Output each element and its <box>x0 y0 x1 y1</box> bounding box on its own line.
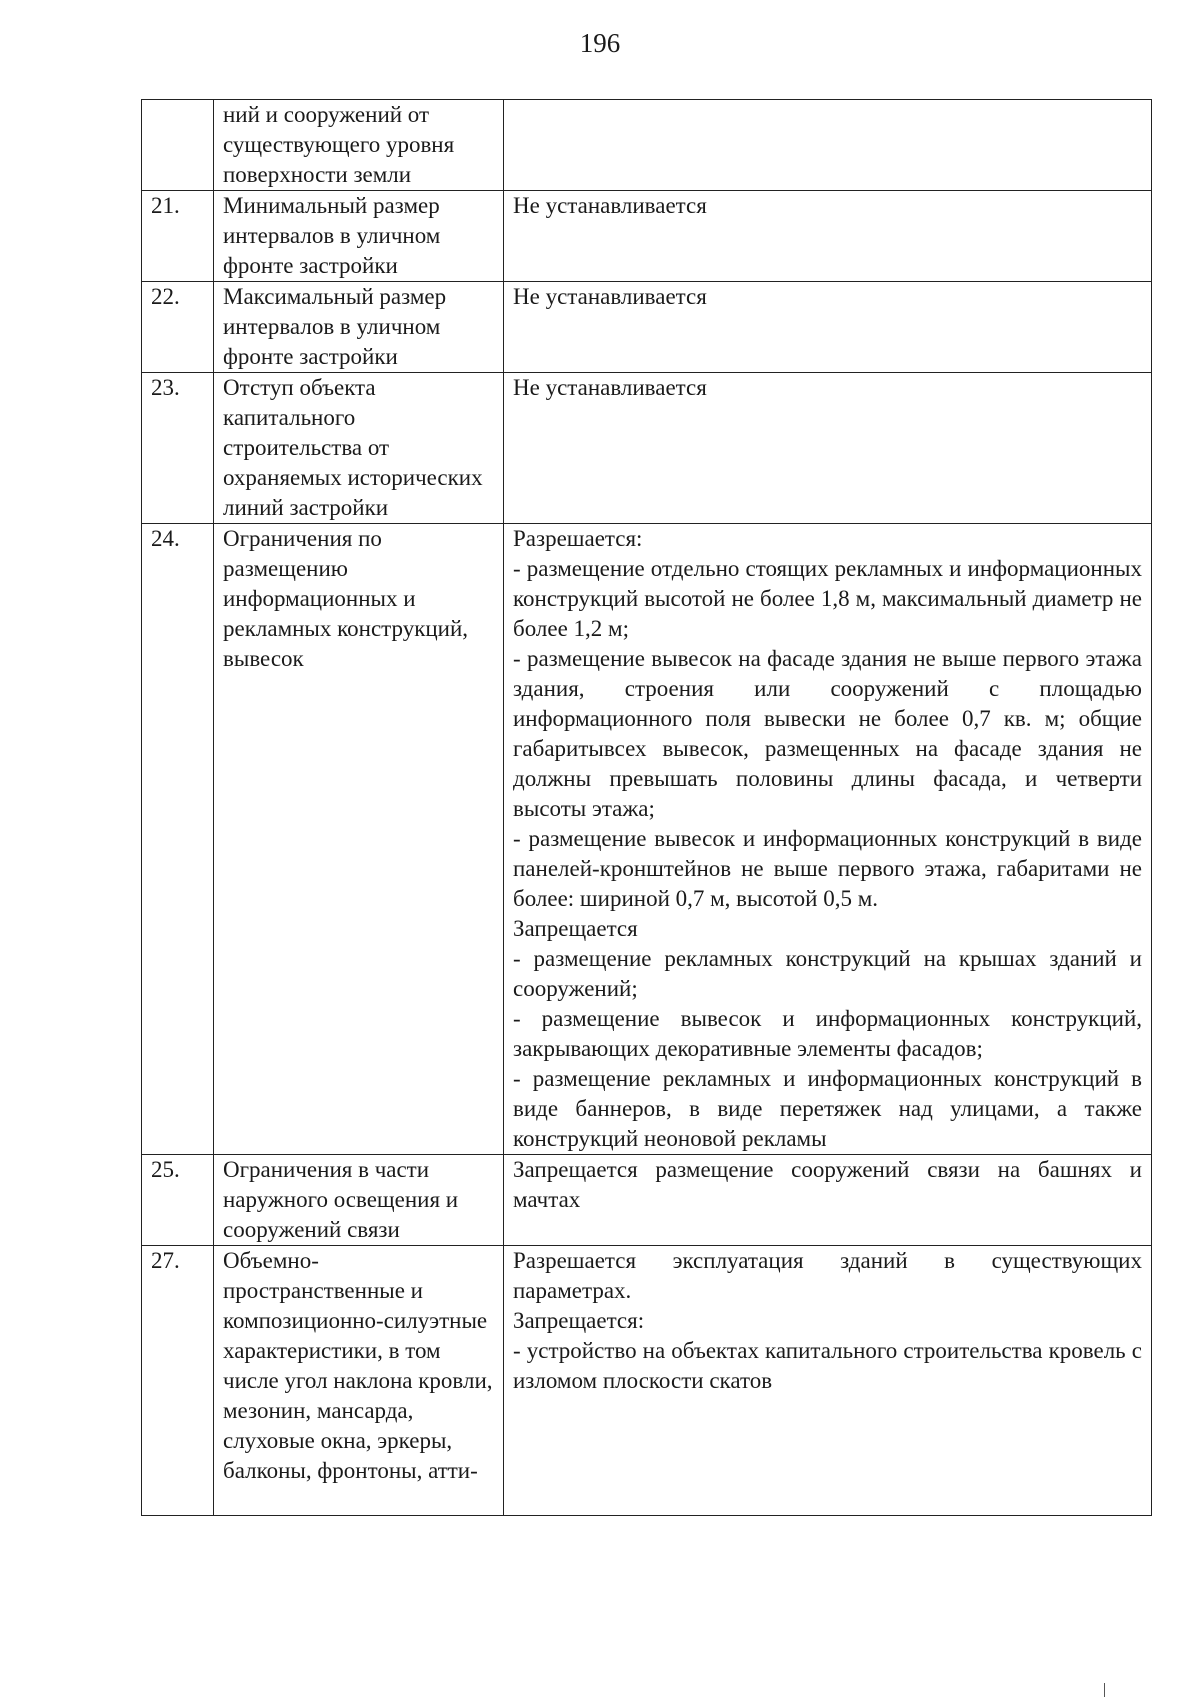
table-row <box>142 282 1152 373</box>
row-number <box>142 100 214 191</box>
parameter-value <box>504 282 1152 373</box>
parameter-name: Объемно-пространственные и композиционно-силуэтные характеристики, в том числе угол наклона кровли, мезонин, мансарда, слуховые окна, эркеры, балконы, фронтоны, атти- <box>214 1246 504 1516</box>
table-row <box>142 1246 1152 1516</box>
value-paragraph: - размещение вывесок на фасаде здания не выше первого этажа здания, строения или сооружений с площадью информационного поля вывески не более 0,7 кв. м; общие габаритывсех вывесок, размещенных на фасаде здания не должны превышать половины длины фасада, и четверти высоты этажа; <box>513 646 1142 821</box>
value-paragraph: - размещение вывесок и информационных конструкций в виде панелей-кронштейнов не выше первого этажа, габаритами не более: шириной 0,7 м, высотой 0,5 м. <box>513 826 1142 911</box>
value-paragraph: - размещение рекламных конструкций на крышах зданий и сооружений; <box>513 946 1142 1001</box>
table-row <box>142 524 1152 1155</box>
parameter-value <box>504 100 1152 191</box>
regulations-table <box>141 99 1152 1516</box>
value-paragraph: Разрешается: <box>513 526 643 551</box>
row-number: 22. <box>142 282 214 373</box>
table-row <box>142 373 1152 524</box>
parameter-value <box>504 524 1152 1155</box>
row-number: 24. <box>142 524 214 1155</box>
table-row <box>142 100 1152 191</box>
parameter-name: Ограничения по размещению информационных и рекламных конструкций, вывесок <box>214 524 504 1155</box>
value-paragraph: Не устанавливается <box>513 284 707 309</box>
parameter-name: Максимальный размер интервалов в уличном фронте застройки <box>214 282 504 373</box>
value-paragraph: Не устанавливается <box>513 193 707 218</box>
parameter-value <box>504 1246 1152 1516</box>
value-paragraph: Не устанавливается <box>513 375 707 400</box>
row-number: 23. <box>142 373 214 524</box>
page-number: 196 <box>579 28 621 58</box>
scan-edge-mark <box>1104 1683 1105 1697</box>
parameter-value <box>504 1155 1152 1246</box>
parameter-name: ний и сооружений от существующего уровня поверхности земли <box>214 100 504 191</box>
table-row <box>142 1155 1152 1246</box>
parameter-name: Ограничения в части наружного освещения и сооружений связи <box>214 1155 504 1246</box>
value-paragraph: - размещение рекламных и информационных конструкций в виде баннеров, в виде перетяжек над улицами, а также конструкций неоновой рекламы <box>513 1066 1142 1151</box>
value-paragraph: Запрещается размещение сооружений связи на башнях и мачтах <box>513 1157 1142 1212</box>
row-number: 27. <box>142 1246 214 1516</box>
value-paragraph: - устройство на объектах капитального строительства кровель с изломом плоскости скатов <box>513 1338 1142 1393</box>
parameter-name: Отступ объекта капитального строительства от охраняемых исторических линий застройки <box>214 373 504 524</box>
parameter-name: Минимальный размер интервалов в уличном фронте застройки <box>214 191 504 282</box>
table-row <box>142 191 1152 282</box>
parameter-value <box>504 373 1152 524</box>
value-paragraph: Запрещается: <box>513 1308 645 1333</box>
row-number: 25. <box>142 1155 214 1246</box>
value-paragraph: - размещение отдельно стоящих рекламных и информационных конструкций высотой не более 1,8 м, максимальный диаметр не более 1,2 м; <box>513 556 1142 641</box>
parameter-value <box>504 191 1152 282</box>
row-number: 21. <box>142 191 214 282</box>
value-paragraph: - размещение вывесок и информационных конструкций, закрывающих декоративные элементы фасадов; <box>513 1006 1142 1061</box>
value-paragraph: Разрешается эксплуатация зданий в существующих параметрах. <box>513 1248 1142 1303</box>
value-paragraph: Запрещается <box>513 916 638 941</box>
